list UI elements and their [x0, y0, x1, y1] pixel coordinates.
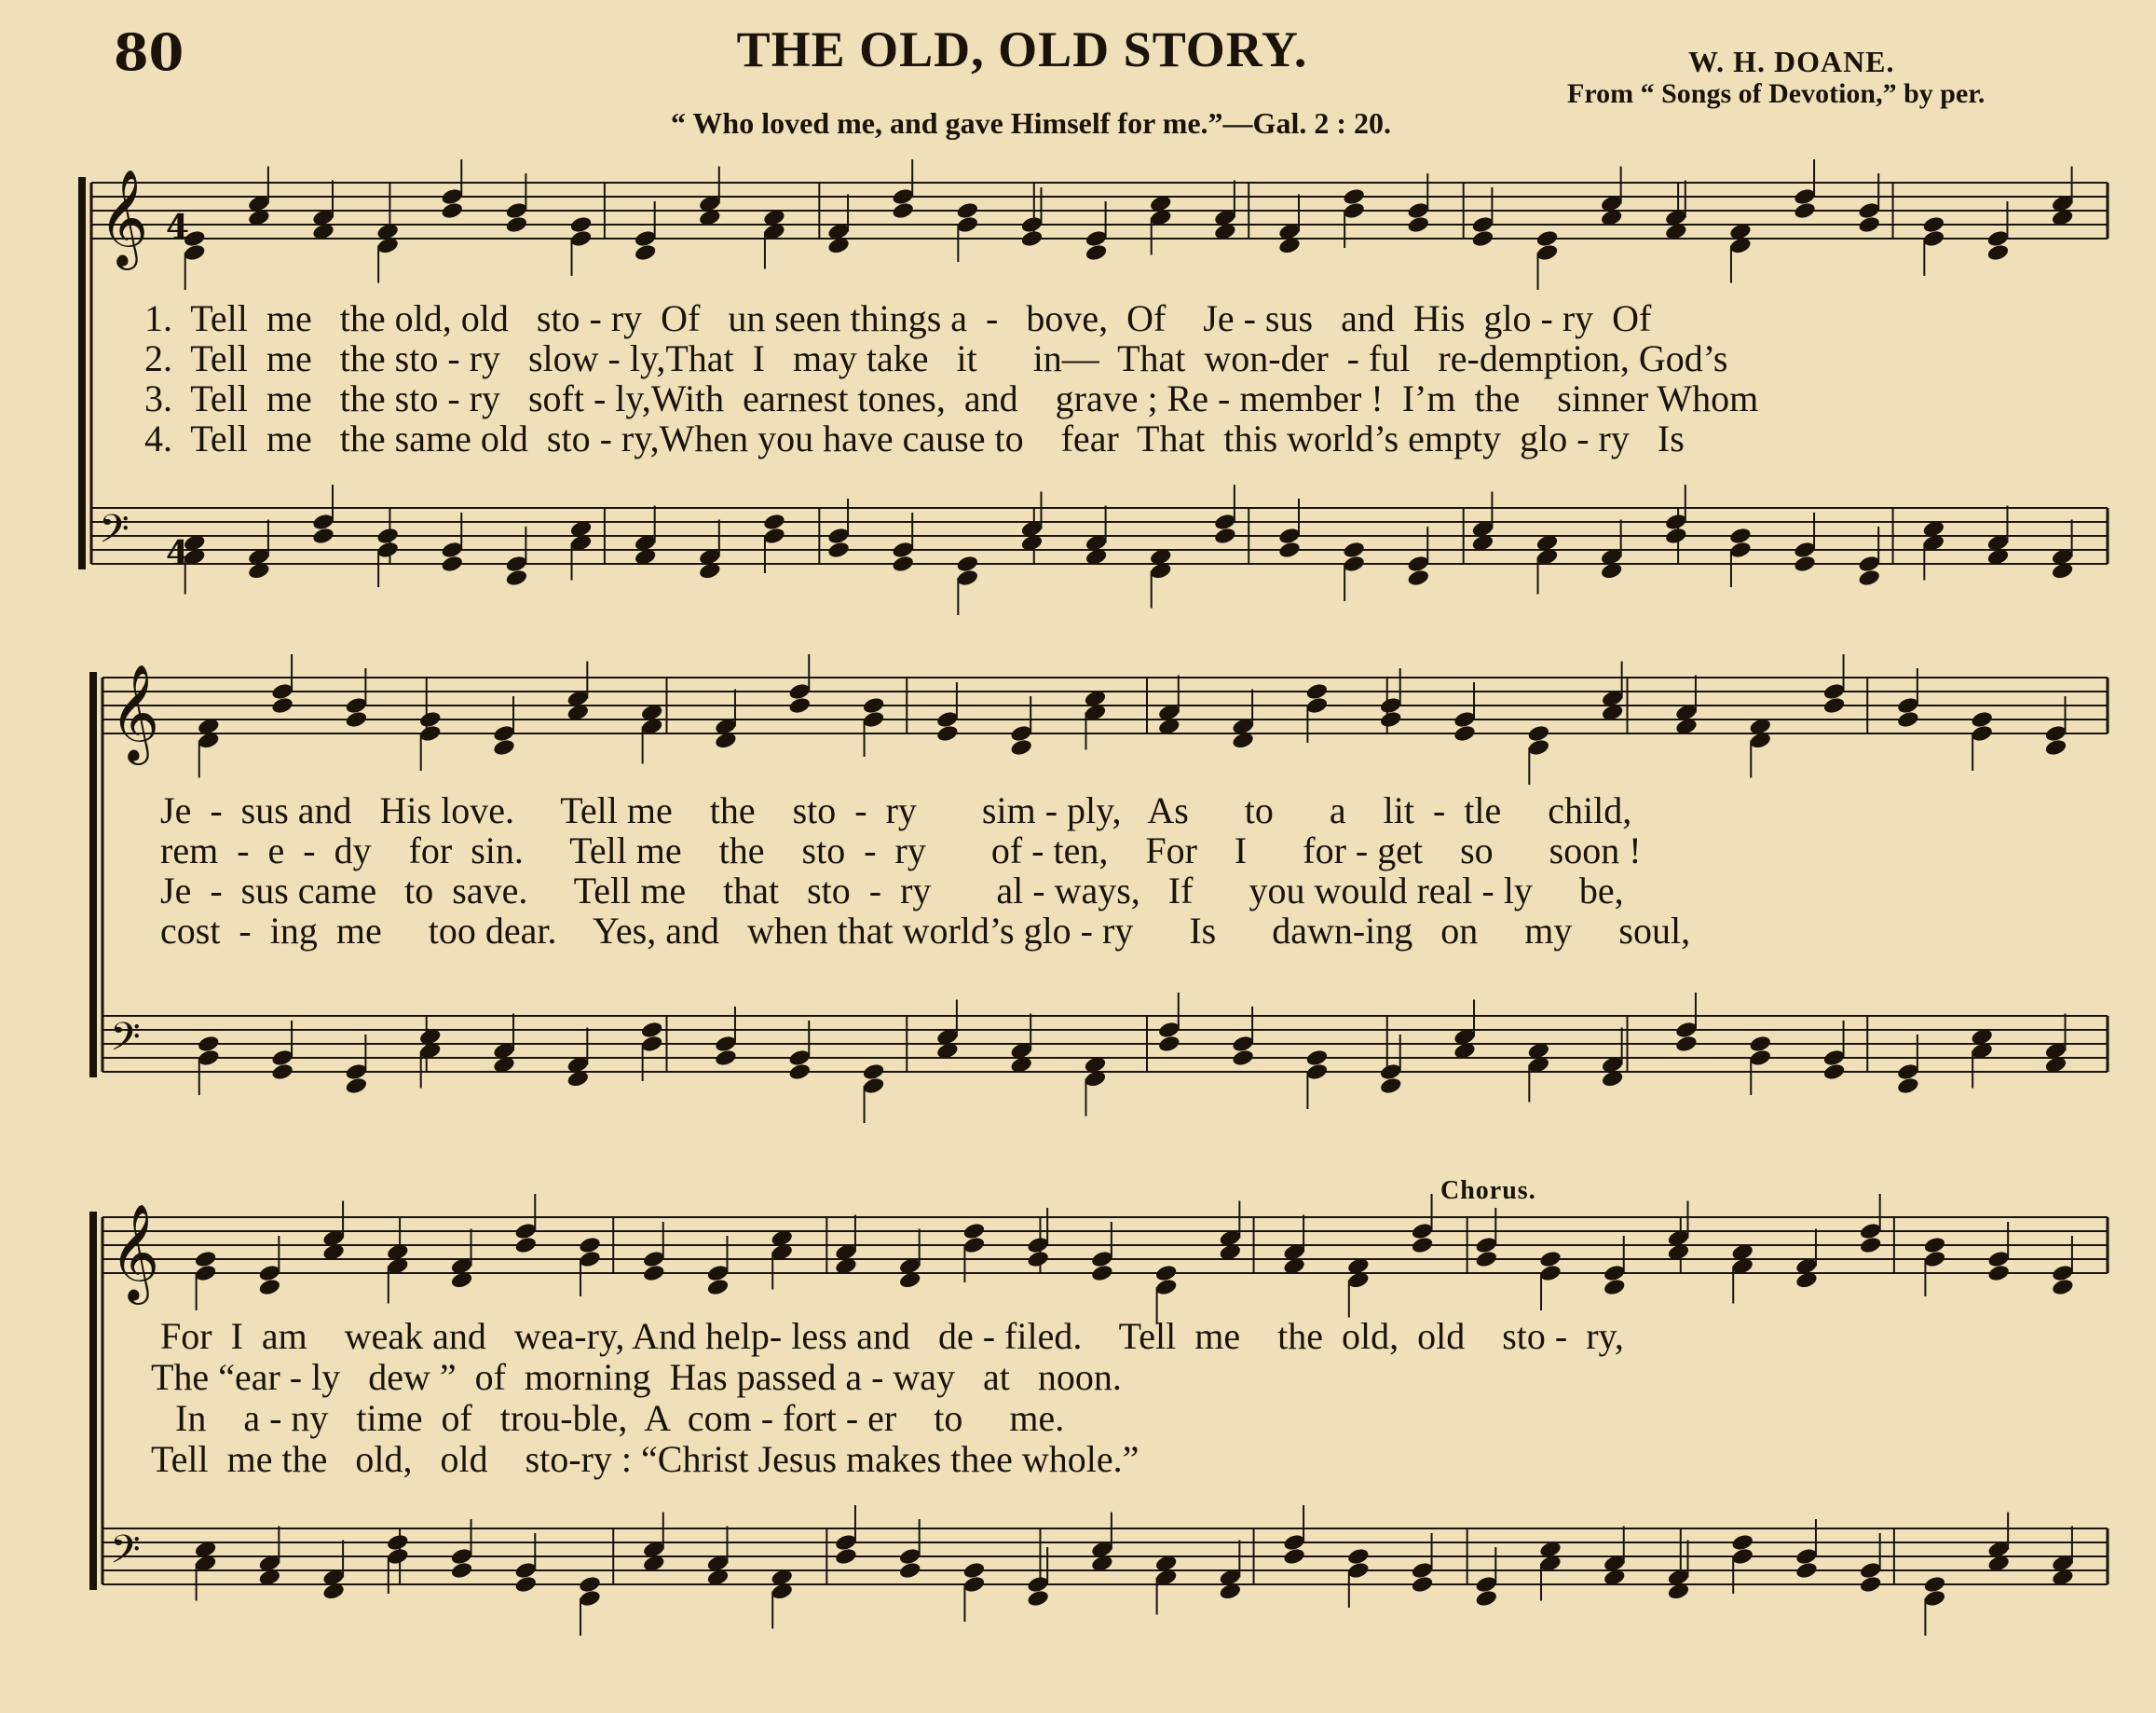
system1-bass-note [1213, 513, 1236, 532]
system3-bass-note [386, 1533, 409, 1553]
system3-treble-note [1154, 1278, 1178, 1297]
system1-bass-note [441, 555, 464, 574]
system1-treble-note [956, 215, 979, 235]
system1-bass-note [505, 555, 528, 574]
system3-treble-note [1090, 1264, 1113, 1283]
system2-treble-note [1009, 724, 1032, 744]
system2-bass-note [1749, 1048, 1772, 1068]
system2-treble-note [2044, 724, 2067, 744]
system1-bass-note [826, 527, 850, 546]
hymn-title-text: THE OLD, OLD STORY. [736, 21, 1308, 77]
system1-treble-note [441, 201, 464, 221]
system2-bass-note [1157, 1035, 1180, 1054]
system3-treble-note [514, 1222, 538, 1241]
system2-treble-note [1970, 710, 1993, 730]
system1-bass-note [441, 541, 464, 560]
system3-bass-note [1346, 1547, 1370, 1567]
lyric-line-s1-v1: 1. Tell me the old, old sto - ry Of un seen things a - bove, Of Je - sus and His glo - ry Of [144, 297, 1652, 339]
system2-bass-note [345, 1076, 368, 1096]
system1-treble-note [1471, 229, 1494, 249]
system3-bass-note [834, 1547, 857, 1567]
system1-treble-note [1407, 201, 1430, 221]
system3-bass-note [898, 1547, 921, 1567]
system3-bass-note [578, 1589, 601, 1609]
system3-treble-note [1986, 1264, 2010, 1283]
system2-bass-note [1749, 1035, 1772, 1054]
system3-bass-note [514, 1575, 538, 1595]
system2-treble-note [492, 738, 515, 758]
system1-bass-note [1793, 541, 1816, 560]
system3-bass-note [1923, 1575, 1946, 1595]
system3-treble-note [1026, 1236, 1049, 1255]
system1-bass-note [311, 513, 334, 532]
system2-treble-note [935, 724, 959, 744]
system2-bass-note [1896, 1076, 1919, 1096]
lyric-line-s3-v4: Tell me the old, old sto-ry : “Christ Jesus makes thee whole.” [151, 1438, 1139, 1480]
system1-bass-note [1728, 541, 1752, 560]
system2-bass-note [1822, 1048, 1846, 1068]
system2-treble-note [1527, 738, 1550, 758]
system3-treble-note [1475, 1236, 1498, 1255]
lyric-line-s2-v1: Je - sus and His love. Tell me the sto - ry sim - ply, As to a lit - tle child, [160, 789, 1632, 831]
system2-bass-note [788, 1048, 812, 1068]
system1-treble-note [1535, 229, 1559, 249]
system3-treble-note [1923, 1236, 1946, 1255]
system1-treble-note [1020, 229, 1044, 249]
system1-treble-note [634, 229, 657, 249]
system3-bass-note [1730, 1547, 1753, 1567]
system1-bass-note [1277, 541, 1301, 560]
system1-treble-note [1922, 229, 1945, 249]
system3-treble-note [1859, 1236, 1882, 1255]
system1-treble-note [891, 187, 914, 207]
system2-bass-note [714, 1048, 737, 1068]
system2-bass-note [788, 1062, 812, 1082]
system2-treble-note [2044, 738, 2067, 758]
system3-bass-note [514, 1561, 538, 1581]
system1-bass-note [1342, 555, 1365, 574]
system2-treble-note [345, 696, 368, 716]
system2-bass-note [270, 1062, 293, 1082]
system1-bass-note [1857, 555, 1880, 574]
system1-treble-clef-icon: 𝄞 [99, 169, 149, 267]
system1-treble-note [569, 215, 593, 235]
system1-bass-note [891, 555, 914, 574]
system3-treble-note [578, 1250, 601, 1269]
system3-treble-note [1859, 1222, 1882, 1241]
system2-treble-note [1527, 724, 1550, 744]
system3-bass-note [1026, 1589, 1049, 1609]
system3-treble-note [1538, 1264, 1562, 1283]
system2-bass-note [1305, 1048, 1329, 1068]
composer-credit: W. H. DOANE. [1688, 45, 1895, 78]
system3-bass-note [1282, 1533, 1305, 1553]
system1-treble-note [1922, 215, 1945, 235]
time-signature-bass: 4 [166, 534, 190, 573]
system3-bass-note [386, 1547, 409, 1567]
system1-bass-note [891, 541, 914, 560]
system1-treble-note [1535, 243, 1559, 263]
system3-bass-note [962, 1575, 986, 1595]
system2-treble-note [345, 710, 368, 730]
system2-treble-note [1305, 682, 1329, 702]
system3-treble-note [258, 1264, 281, 1283]
system1-bass-note [762, 513, 785, 532]
system3-bracket [89, 1212, 97, 1590]
system3-treble-note [194, 1264, 217, 1283]
system2-treble-note [1379, 710, 1402, 730]
system2-treble-note [1822, 696, 1846, 716]
system3-treble-note [642, 1264, 665, 1283]
system1-treble-note [1342, 201, 1365, 221]
system3-bass-note [450, 1561, 473, 1581]
system3-treble-note [2051, 1264, 2074, 1283]
system2-treble-note [935, 710, 959, 730]
system2-bass-note [714, 1035, 737, 1054]
system1-treble-note [1793, 201, 1816, 221]
system2-bass-note [197, 1035, 220, 1054]
system2-treble-note [1970, 724, 1993, 744]
system3-treble-clef-icon: 𝄞 [110, 1203, 160, 1301]
system1-treble-note [569, 229, 593, 249]
system1-treble-note [1407, 215, 1430, 235]
system1-bass-note [826, 541, 850, 560]
lyric-line-s1-v3: 3. Tell me the sto - ry soft - ly,With earnest tones, and grave ; Re - member ! I’m the sinner Whom [144, 377, 1759, 419]
system1-bass-note [375, 541, 399, 560]
source-credit: From “ Songs of Devotion,” by per. [1567, 78, 1985, 109]
lyric-line-s2-v3: Je - sus came to save. Tell me that sto - ry al - ways, If you would real - ly be, [160, 870, 1624, 911]
system2-bass-note [270, 1048, 293, 1068]
system2-bass-note [1379, 1062, 1402, 1082]
system2-bass-note [862, 1076, 885, 1096]
system2-treble-note [788, 696, 812, 716]
system1-bass-note [311, 527, 334, 546]
system3-treble-note [1411, 1222, 1434, 1241]
system3-treble-note [706, 1278, 730, 1297]
system2-bass-note [1305, 1062, 1329, 1082]
system1-bass-note [375, 527, 399, 546]
system1-bass-note [1407, 555, 1430, 574]
system3-bass-note [578, 1575, 601, 1595]
system3-treble-note [2051, 1278, 2074, 1297]
system1-treble-note [505, 215, 528, 235]
system3-bass-note [1730, 1533, 1753, 1553]
system1-treble-note [956, 201, 979, 221]
system2-bracket [89, 672, 97, 1077]
system2-treble-note [1453, 710, 1476, 730]
system2-bass-note [197, 1048, 220, 1068]
system1-bass-note [956, 569, 979, 588]
system1-treble-note [1020, 215, 1044, 235]
system3-bass-note [1794, 1547, 1818, 1567]
lyric-line-s1-v2: 2. Tell me the sto - ry slow - ly,That I may take it in— That won-der - ful re-demption, God’s [144, 337, 1728, 379]
system2-treble-note [1379, 696, 1402, 716]
lyric-line-s2-v2: rem - e - dy for sin. Tell me the sto - ry of - ten, For I for - get so soon ! [160, 829, 1642, 871]
lyric-line-s1-v4: 4. Tell me the same old sto - ry,When you have cause to fear That this world’s empty glo - ry Is [144, 418, 1685, 459]
system2-bass-note [640, 1021, 663, 1040]
system3-treble-note [1475, 1250, 1498, 1269]
system1-bass-note [1664, 527, 1687, 546]
system3-treble-note [962, 1236, 986, 1255]
system3-treble-note [1154, 1264, 1178, 1283]
page-number: 80 [114, 22, 184, 82]
system3-treble-note [194, 1250, 217, 1269]
system1-treble-note [441, 187, 464, 207]
system2-bass-note [1896, 1062, 1919, 1082]
system1-bass-note [505, 569, 528, 588]
system1-treble-note [1471, 215, 1494, 235]
system3-bass-note [1794, 1561, 1818, 1581]
system1-bass-note [1407, 569, 1430, 588]
system3-bass-note [1923, 1589, 1946, 1609]
system3-bass-note [834, 1533, 857, 1553]
system3-bass-note [1411, 1561, 1434, 1581]
system3-bass-note [1346, 1561, 1370, 1581]
system1-treble-note [1085, 243, 1108, 263]
system3-treble-note [1923, 1250, 1946, 1269]
system1-bass-note [1793, 555, 1816, 574]
system2-treble-note [862, 696, 885, 716]
system1-bass-note [1277, 527, 1301, 546]
system1-treble-note [891, 201, 914, 221]
lyric-line-s3-v1: For I am weak and wea-ry, And help- less and de - filed. Tell me the old, old sto - ry, [160, 1315, 1624, 1357]
system2-treble-note [1305, 696, 1329, 716]
system2-treble-note [788, 682, 812, 702]
system1-bass-note [1728, 527, 1752, 546]
system2-treble-note [270, 696, 293, 716]
system3-treble-note [642, 1250, 665, 1269]
system2-bass-note [1231, 1048, 1254, 1068]
system3-bass-note [898, 1561, 921, 1581]
system2-treble-note [862, 710, 885, 730]
system3-treble-note [1986, 1250, 2010, 1269]
system3-treble-note [962, 1222, 986, 1241]
system2-bass-note [1674, 1021, 1698, 1040]
system1-bass-note [1664, 513, 1687, 532]
lyric-line-s3-v3: In a - ny time of trou-ble, A com - fort - er to me. [175, 1397, 1065, 1439]
system3-bass-note [450, 1547, 473, 1567]
system2-bass-clef-icon: 𝄢 [110, 1015, 141, 1070]
system2-treble-note [1896, 710, 1919, 730]
system1-treble-note [1857, 201, 1880, 221]
system2-bass-note [640, 1035, 663, 1054]
chorus-label: Chorus. [1440, 1176, 1536, 1205]
system2-bass-note [862, 1062, 885, 1082]
system1-treble-note [1986, 243, 2010, 263]
system3-bass-clef-icon: 𝄢 [110, 1528, 141, 1583]
system2-treble-note [1896, 696, 1919, 716]
system1-treble-note [1342, 187, 1365, 207]
system1-bass-note [956, 555, 979, 574]
time-signature-treble: 4 [166, 208, 190, 247]
system1-bracket [78, 177, 86, 569]
system1-bass-note [1857, 569, 1880, 588]
system1-treble-note [1085, 229, 1108, 249]
system1-treble-note [634, 243, 657, 263]
system2-treble-note [1453, 724, 1476, 744]
system1-bass-note [762, 527, 785, 546]
system3-bass-note [1859, 1561, 1882, 1581]
system3-bass-note [1859, 1575, 1882, 1595]
system1-bass-note [1342, 541, 1365, 560]
system3-treble-note [1090, 1250, 1113, 1269]
system2-treble-note [418, 710, 442, 730]
system2-bass-note [345, 1062, 368, 1082]
system3-bass-note [1475, 1575, 1498, 1595]
lyric-line-s2-v4: cost - ing me too dear. Yes, and when that world’s glo - ry Is dawn-ing on my soul, [160, 910, 1691, 952]
system1-bass-clef-icon: 𝄢 [99, 507, 130, 562]
system1-treble-note [1986, 229, 2010, 249]
scripture-epigraph: “ Who loved me, and gave Himself for me.”—Gal. 2 : 20. [671, 106, 1391, 140]
system3-treble-note [1538, 1250, 1562, 1269]
system2-treble-note [492, 724, 515, 744]
lyric-line-s3-v2: The “ear - ly dew ” of morning Has passed a - way at noon. [151, 1356, 1122, 1398]
system2-treble-note [1822, 682, 1846, 702]
system1-bass-note [1213, 527, 1236, 546]
system1-treble-note [505, 201, 528, 221]
system3-treble-note [258, 1278, 281, 1297]
system3-treble-note [1411, 1236, 1434, 1255]
system2-treble-note [418, 724, 442, 744]
system3-bass-note [962, 1561, 986, 1581]
system3-bass-note [1475, 1589, 1498, 1609]
system3-treble-note [1603, 1278, 1626, 1297]
system3-bass-note [1411, 1575, 1434, 1595]
system1-treble-note [1793, 187, 1816, 207]
system1-treble-note [1857, 215, 1880, 235]
system3-treble-note [706, 1264, 730, 1283]
system3-bass-note [1026, 1575, 1049, 1595]
system2-bass-note [1231, 1035, 1254, 1054]
system3-treble-note [1026, 1250, 1049, 1269]
system3-treble-note [578, 1236, 601, 1255]
system2-treble-note [270, 682, 293, 702]
system2-bass-note [1674, 1035, 1698, 1054]
system2-bass-note [1822, 1062, 1846, 1082]
system2-treble-note [1009, 738, 1032, 758]
system2-treble-clef-icon: 𝄞 [110, 664, 160, 761]
system2-bass-note [1379, 1076, 1402, 1096]
system3-bass-note [1282, 1547, 1305, 1567]
system3-treble-note [514, 1236, 538, 1255]
system3-treble-note [1603, 1264, 1626, 1283]
system2-bass-note [1157, 1021, 1180, 1040]
